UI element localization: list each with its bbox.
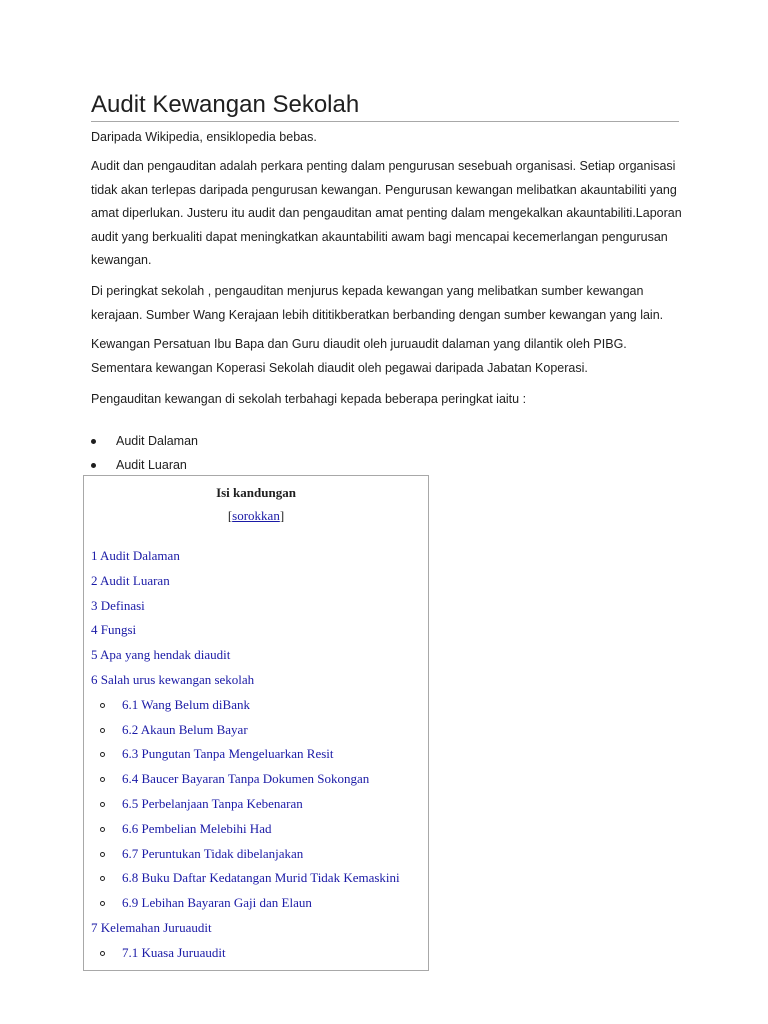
circle-bullet-icon bbox=[100, 852, 105, 857]
list-item bbox=[91, 453, 198, 477]
paragraph-school-level: Di peringkat sekolah , pengauditan menjurus kepada kewangan yang melibatkan sumber kewangan kerajaan. Sumber Wang Kerajaan lebih dititikberatkan berbanding dengan sumber kewangan yang lain. bbox=[91, 284, 664, 322]
toc-item[interactable] bbox=[91, 718, 400, 743]
toc-item[interactable] bbox=[91, 693, 400, 718]
toc-link[interactable]: 6.3 Pungutan Tanpa Mengeluarkan Resit bbox=[122, 746, 334, 762]
toc-link[interactable]: 6.6 Pembelian Melebihi Had bbox=[122, 820, 272, 836]
toc-link[interactable]: 1 Audit Dalaman bbox=[91, 548, 180, 563]
toc-link[interactable]: 6.4 Baucer Bayaran Tanpa Dokumen Sokongan bbox=[122, 771, 370, 787]
toc-item[interactable] bbox=[91, 668, 400, 693]
list-item-label: Audit Dalaman bbox=[116, 434, 198, 448]
toc-item[interactable] bbox=[91, 941, 400, 966]
toc-item[interactable] bbox=[91, 643, 400, 668]
toc-link[interactable]: 5 Apa yang hendak diaudit bbox=[91, 647, 231, 663]
toc-link[interactable]: 7.1 Kuasa Juruaudit bbox=[122, 944, 226, 960]
toc-link[interactable]: 6.1 Wang Belum diBank bbox=[122, 696, 250, 712]
circle-bullet-icon bbox=[100, 876, 105, 881]
table-of-contents bbox=[83, 475, 429, 971]
toc-link[interactable]: 6.5 Perbelanjaan Tanpa Kebenaran bbox=[122, 795, 303, 811]
toc-link[interactable]: 6.7 Peruntukan Tidak dibelanjakan bbox=[122, 845, 304, 861]
toc-item[interactable] bbox=[91, 891, 400, 916]
paragraph-levels: Pengauditan kewangan di sekolah terbahagi kepada beberapa peringkat iaitu : bbox=[91, 392, 527, 406]
title-divider bbox=[91, 121, 679, 122]
toc-link[interactable]: 2 Audit Luaran bbox=[91, 572, 170, 588]
toc-item[interactable] bbox=[91, 842, 400, 867]
toc-item[interactable] bbox=[91, 767, 400, 792]
toc-toggle bbox=[84, 508, 428, 524]
circle-bullet-icon bbox=[100, 703, 105, 708]
toc-link[interactable]: 3 Definasi bbox=[91, 597, 145, 613]
toc-link[interactable]: 7 Kelemahan Juruaudit bbox=[91, 919, 212, 935]
bullet-icon bbox=[91, 463, 96, 468]
toc-item[interactable] bbox=[91, 544, 400, 569]
toc-item[interactable] bbox=[91, 569, 400, 594]
toc-item[interactable] bbox=[91, 916, 400, 941]
paragraph-pibg: Kewangan Persatuan Ibu Bapa dan Guru diaudit oleh juruaudit dalaman yang dilantik oleh PIBG. Sementara kewangan Koperasi Sekolah diaudit oleh pegawai daripada Jabatan Koperasi. bbox=[91, 337, 627, 375]
toc-link[interactable]: 6.2 Akaun Belum Bayar bbox=[122, 721, 248, 737]
paragraph-intro: Audit dan pengauditan adalah perkara penting dalam pengurusan sesebuah organisasi. Setiap organisasi tidak akan terlepas daripada pengurusan kewangan. Pengurusan kewangan melibatkan akauntabiliti yang amat diperlukan. Justeru itu audit dan pengauditan amat penting dalam mengekalkan akauntabiliti.Laporan audit yang berkualiti dapat meningkatkan akauntabiliti awam bagi mencapai kecemerlangan pengurusan kewangan. bbox=[91, 159, 682, 267]
toc-title: Isi kandungan bbox=[216, 485, 296, 500]
toc-link[interactable]: 6 Salah urus kewangan sekolah bbox=[91, 671, 255, 687]
toc-item[interactable] bbox=[91, 594, 400, 619]
list-item bbox=[91, 429, 198, 453]
bullet-icon bbox=[91, 439, 96, 444]
toc-item[interactable] bbox=[91, 618, 400, 643]
toc-hide-link[interactable]: sorokkan bbox=[232, 508, 280, 523]
audit-levels-list bbox=[91, 429, 198, 477]
toc-link[interactable]: 6.8 Buku Daftar Kedatangan Murid Tidak Kemaskini bbox=[122, 870, 400, 886]
toc-item[interactable] bbox=[91, 792, 400, 817]
toc-link[interactable]: 4 Fungsi bbox=[91, 622, 137, 638]
circle-bullet-icon bbox=[100, 728, 105, 733]
toc-list bbox=[91, 544, 400, 966]
toc-item[interactable] bbox=[91, 866, 400, 891]
circle-bullet-icon bbox=[100, 777, 105, 782]
circle-bullet-icon bbox=[100, 901, 105, 906]
page-subtitle: Daripada Wikipedia, ensiklopedia bebas. bbox=[91, 130, 317, 144]
circle-bullet-icon bbox=[100, 951, 105, 956]
circle-bullet-icon bbox=[100, 802, 105, 807]
page-title: Audit Kewangan Sekolah bbox=[91, 91, 360, 118]
circle-bullet-icon bbox=[100, 752, 105, 757]
toc-toggle-close-bracket: ] bbox=[279, 508, 285, 523]
circle-bullet-icon bbox=[100, 827, 105, 832]
toc-item[interactable] bbox=[91, 817, 400, 842]
toc-item[interactable] bbox=[91, 742, 400, 767]
list-item-label: Audit Luaran bbox=[116, 458, 187, 472]
toc-toggle-open-bracket: [ bbox=[227, 508, 233, 523]
toc-link[interactable]: 6.9 Lebihan Bayaran Gaji dan Elaun bbox=[122, 895, 312, 911]
